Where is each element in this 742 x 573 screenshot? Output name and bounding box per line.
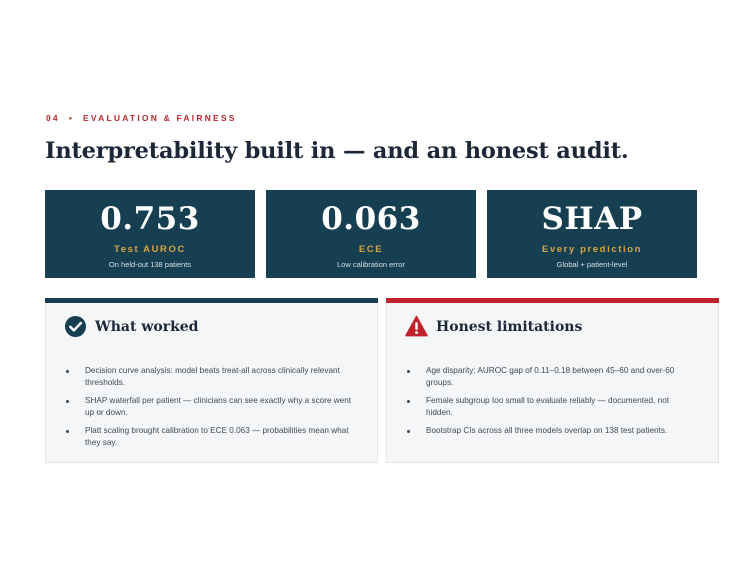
- list-item: Bootstrap CIs across all three models overlap on 138 test patients.: [405, 425, 694, 437]
- panel-heading: Honest limitations: [436, 318, 583, 335]
- list-item: SHAP waterfall per patient — clinicians can see exactly why a score went up or down.: [64, 395, 353, 419]
- panel-accent-bar: [386, 298, 719, 303]
- stat-subtext: Global + patient-level: [556, 260, 628, 269]
- stat-subtext: Low calibration error: [337, 260, 405, 269]
- panel-header: [64, 315, 377, 338]
- honest-limitations-panel: [386, 298, 719, 463]
- panel-heading: What worked: [95, 318, 199, 335]
- list-item: Decision curve analysis: model beats treat-all across clinically relevant thresholds.: [64, 365, 353, 389]
- page-title: Interpretability built in — and an honest audit.: [45, 138, 629, 164]
- stat-subtext: On held-out 138 patients: [108, 260, 192, 269]
- what-worked-panel: [45, 298, 378, 463]
- stat-label: Test AUROC: [114, 244, 186, 255]
- panel-header: [405, 315, 718, 338]
- check-circle-icon: [64, 315, 87, 338]
- section-name: EVALUATION & FAIRNESS: [83, 113, 237, 123]
- panel-accent-bar: [45, 298, 378, 303]
- stat-card-shap: [487, 190, 697, 278]
- stat-value: 0.063: [321, 201, 421, 237]
- stat-cards: [45, 190, 697, 278]
- worked-list: [46, 365, 377, 449]
- eyebrow-bullet: •: [68, 113, 75, 123]
- section-number: 04: [46, 113, 60, 123]
- stat-value: SHAP: [541, 201, 643, 237]
- stat-label: ECE: [358, 244, 384, 255]
- stat-value: 0.753: [100, 201, 200, 237]
- warning-triangle-icon: [405, 315, 428, 338]
- section-eyebrow: [46, 113, 237, 123]
- limitations-list: [387, 365, 718, 437]
- stat-card-auroc: [45, 190, 255, 278]
- list-item: Female subgroup too small to evaluate reliably — documented, not hidden.: [405, 395, 694, 419]
- stat-label: Every prediction: [541, 244, 643, 255]
- list-item: Platt scaling brought calibration to ECE 0.063 — probabilities mean what they say.: [64, 425, 353, 449]
- stat-card-ece: [266, 190, 476, 278]
- list-item: Age disparity: AUROC gap of 0.11–0.18 between 45–60 and over-60 groups.: [405, 365, 694, 389]
